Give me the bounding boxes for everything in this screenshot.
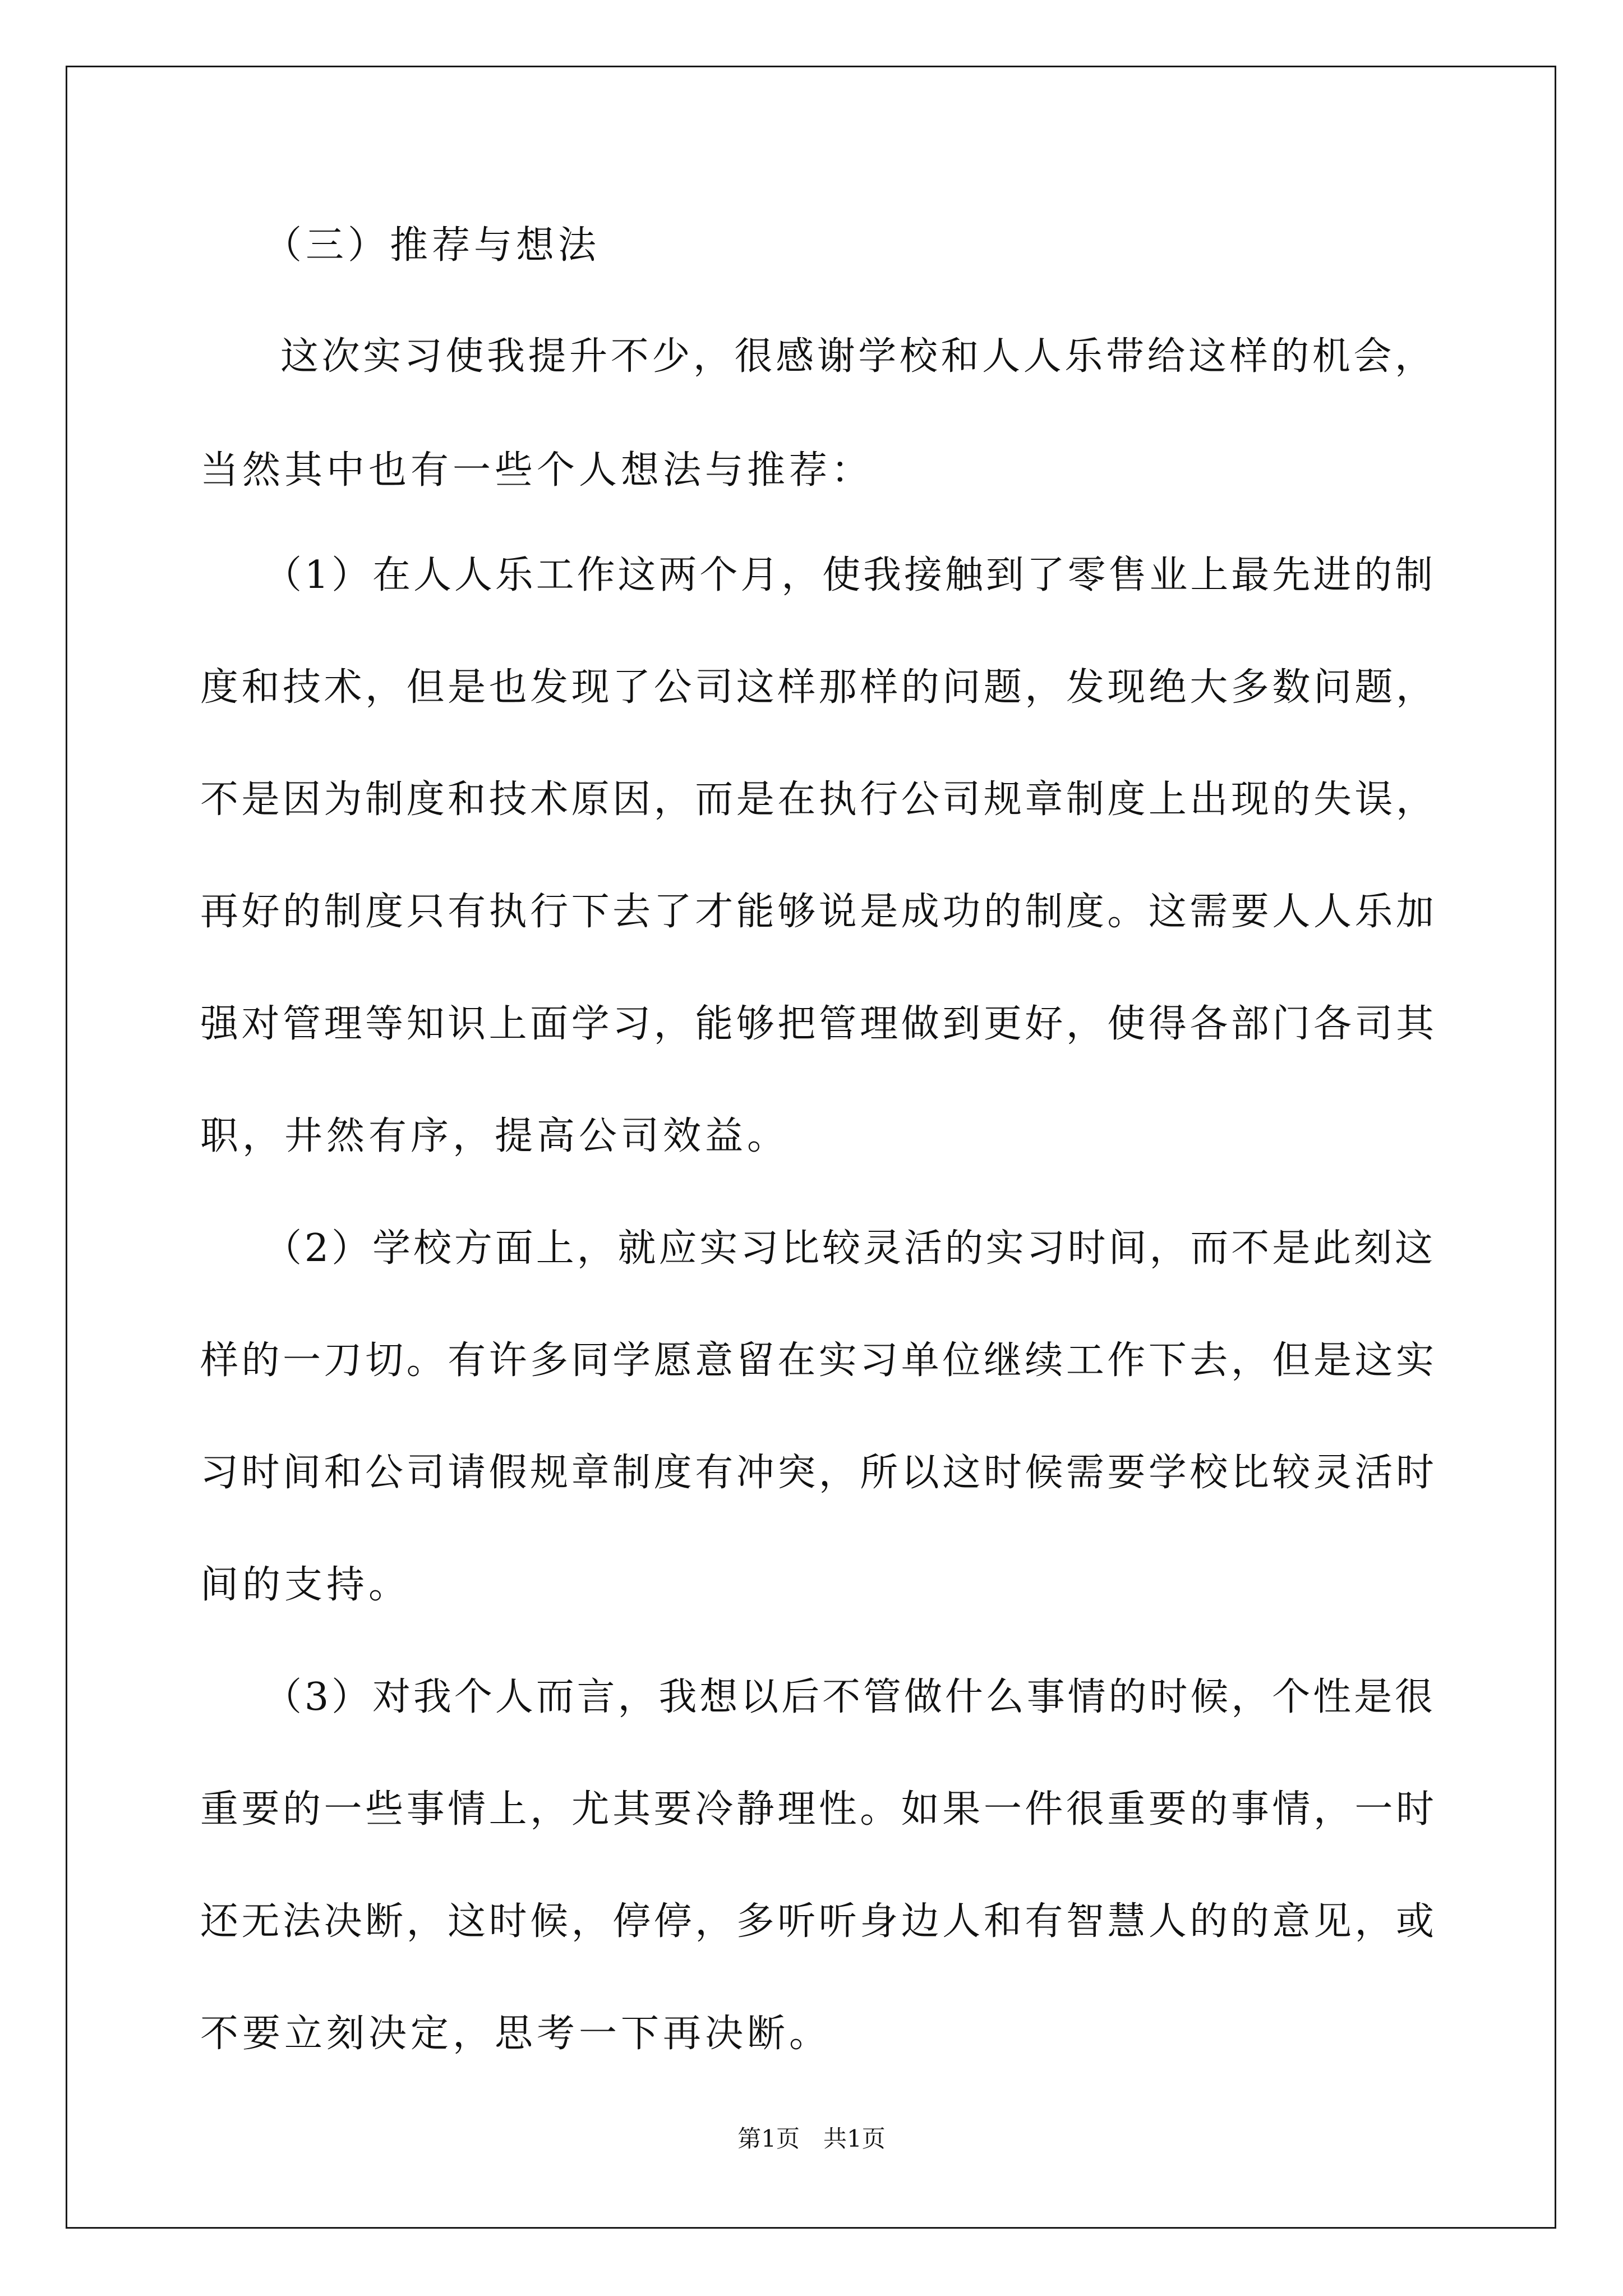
paragraph-line: 重要的一些事情上，尤其要冷静理性。如果一件很重要的事情，一时 — [200, 1787, 1434, 1832]
paragraph-line: （1）在人人乐工作这两个月，使我接触到了零售业上最先进的制 — [264, 553, 1433, 597]
paragraph-line: 还无法决断，这时候，停停，多听听身边人和有智慧人的的意见，或 — [200, 1899, 1434, 1944]
paragraph-line: 度和技术，但是也发现了公司这样那样的问题，发现绝大多数问题， — [200, 665, 1434, 710]
paragraph-line: 习时间和公司请假规章制度有冲突，所以这时候需要学校比较灵活时 — [200, 1451, 1434, 1495]
paragraph-line: 不要立刻决定，思考一下再决断。 — [200, 2012, 832, 2056]
paragraph-line: （3）对我个人而言，我想以后不管做什么事情的时候，个性是很 — [264, 1675, 1433, 1719]
paragraph-line: 再好的制度只有执行下去了才能够说是成功的制度。这需要人人乐加 — [200, 890, 1434, 934]
paragraph-line: 强对管理等知识上面学习，能够把管理做到更好，使得各部门各司其 — [200, 1002, 1434, 1046]
paragraph-line: 间的支持。 — [200, 1563, 411, 1607]
paragraph-line: （2）学校方面上，就应实习比较灵活的实习时间，而不是此刻这 — [264, 1226, 1433, 1271]
paragraph-line: 当然其中也有一些个人想法与推荐： — [200, 448, 874, 493]
paragraph-line: 这次实习使我提升不少，很感谢学校和人人乐带给这样的机会， — [280, 334, 1433, 379]
paragraph-line: 职，井然有序，提高公司效益。 — [200, 1114, 790, 1158]
paragraph-line: 不是因为制度和技术原因，而是在执行公司规章制度上出现的失误， — [200, 777, 1434, 822]
section-heading: （三）推荐与想法 — [264, 223, 601, 268]
paragraph-line: 样的一刀切。有许多同学愿意留在实习单位继续工作下去，但是这实 — [200, 1338, 1434, 1383]
page-number: 第1页 共1页 — [737, 2125, 886, 2152]
